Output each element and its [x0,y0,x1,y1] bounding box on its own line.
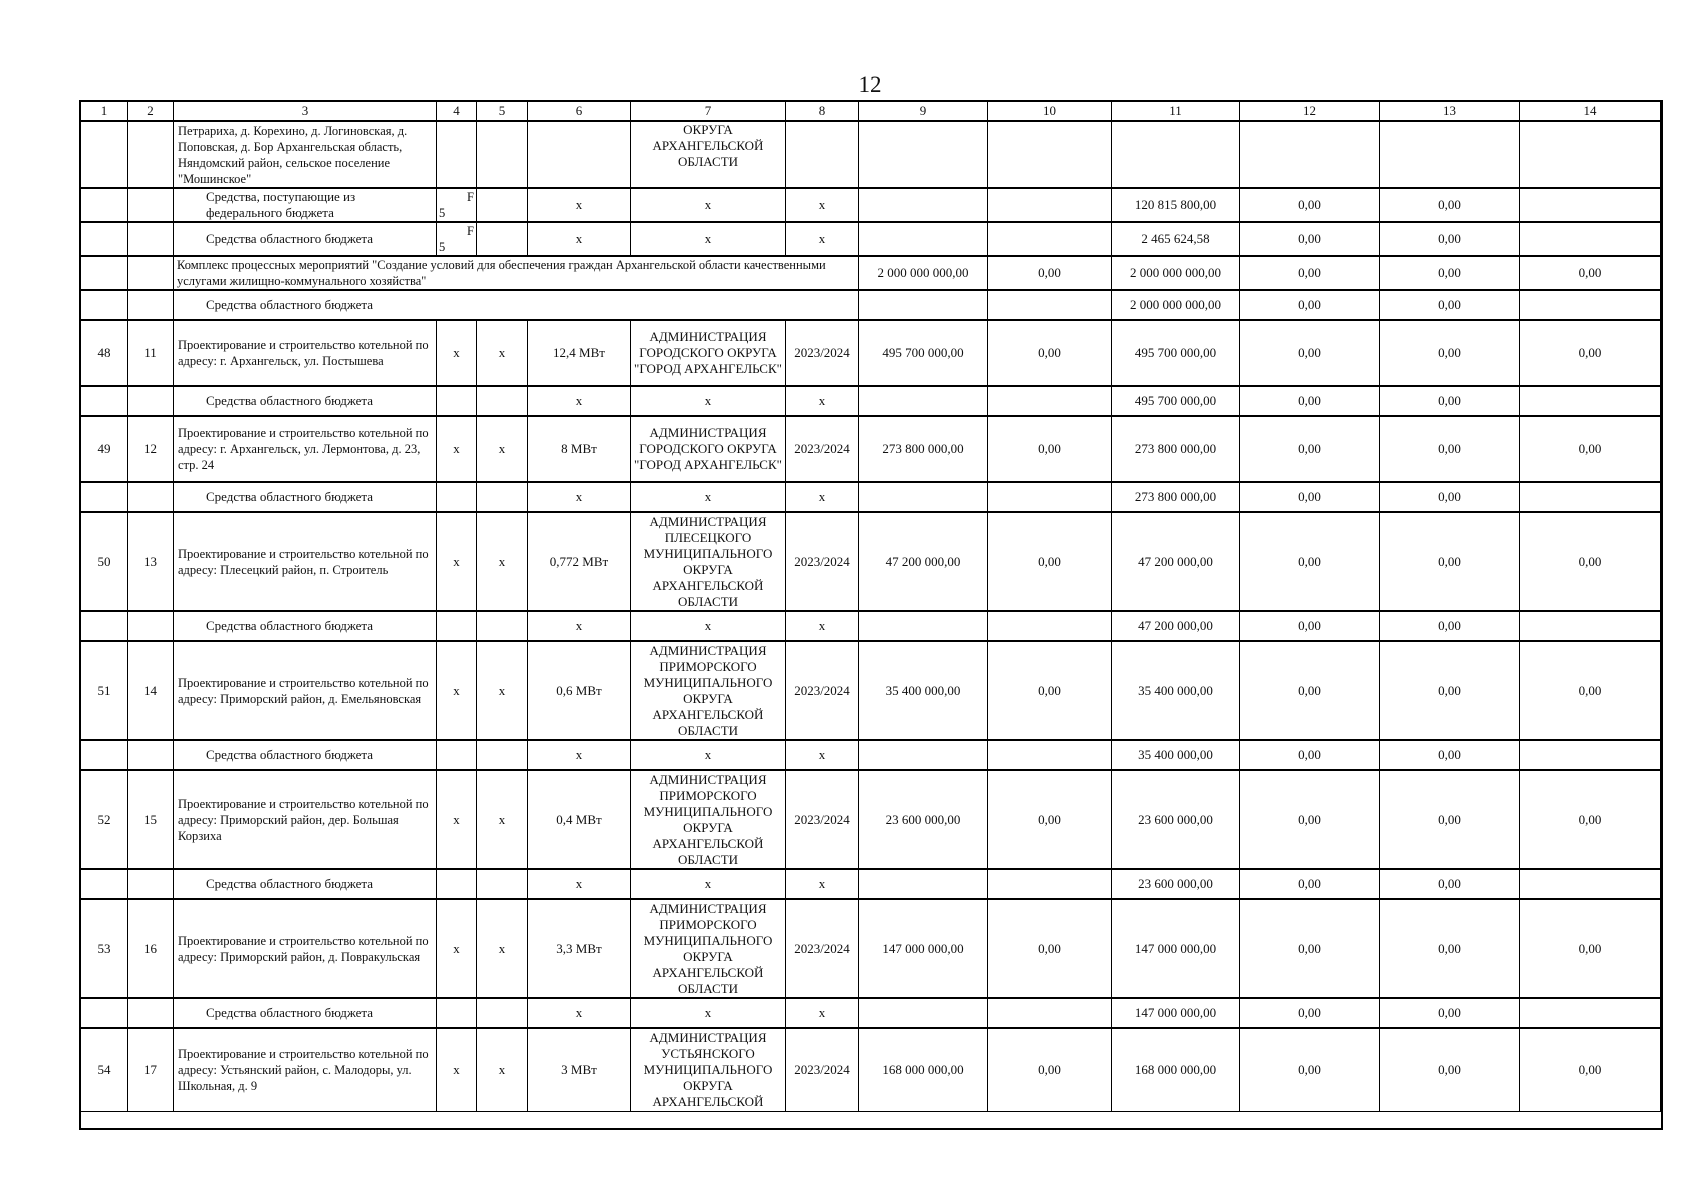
continued-row [81,121,1661,188]
cell: x [631,869,786,899]
amount-cell: 0,00 [1240,290,1380,320]
amount-cell: 0,00 [1380,641,1520,740]
item-number-cell: 17 [128,1028,174,1111]
cell [988,121,1112,188]
cell: x [437,641,477,740]
amount-cell: 0,00 [988,641,1112,740]
cell [859,482,988,512]
funding-source-label: Средства областного бюджета [174,386,437,416]
cell [477,740,528,770]
amount-cell: 2 000 000 000,00 [1112,290,1240,320]
column-header: 6 [528,102,631,122]
cell [859,386,988,416]
amount-cell: 0,00 [1380,188,1520,222]
amount-cell: 168 000 000,00 [1112,1028,1240,1111]
amount-cell: 0,00 [1240,611,1380,641]
cell [528,121,631,188]
item-number-cell: 16 [128,899,174,998]
budget-source-row [81,869,1661,899]
cell [477,482,528,512]
organization-cell: АДМИНИСТРАЦИЯ ПЛЕСЕЦКОГО МУНИЦИПАЛЬНОГО ОКРУГА АРХАНГЕЛЬСКОЙ ОБЛАСТИ [631,512,786,611]
amount-cell: 0,00 [1380,416,1520,482]
amount-cell: 147 000 000,00 [859,899,988,998]
cell: x [477,770,528,869]
budget-source-row [81,482,1661,512]
amount-cell: 147 000 000,00 [1112,899,1240,998]
amount-cell: 0,00 [1380,1028,1520,1111]
column-header: 3 [174,102,437,122]
funding-source-label: Средства областного бюджета [174,869,437,899]
project-row [81,416,1661,482]
cell [81,482,128,512]
row-number-cell: 54 [81,1028,128,1111]
amount-cell: 0,00 [1380,740,1520,770]
cell [81,998,128,1028]
row-number-cell: 52 [81,770,128,869]
cell: x [786,386,859,416]
cell [128,998,174,1028]
cell [1380,121,1520,188]
cell: x [477,512,528,611]
cell [81,611,128,641]
page-number: 12 [858,72,882,97]
cell: x [528,740,631,770]
project-row [81,1028,1661,1111]
cell [1520,482,1661,512]
amount-cell: 0,00 [1520,1028,1661,1111]
cell [81,188,128,222]
period-cell: 2023/2024 [786,416,859,482]
cell [1520,869,1661,899]
project-name-cell: Проектирование и строительство котельной по адресу: Плесецкий район, п. Строитель [174,512,437,611]
cell [859,740,988,770]
cell [437,740,477,770]
cell [477,222,528,256]
regional-budget-row [81,222,1661,256]
cell [477,188,528,222]
budget-source-row [81,998,1661,1028]
amount-cell: 0,00 [1240,512,1380,611]
budget-source-row [81,611,1661,641]
amount-cell: 47 200 000,00 [1112,512,1240,611]
cell: x [631,188,786,222]
complex-budget-row [81,290,1661,320]
funding-source-label: Средства областного бюджета [174,290,859,320]
cell: x [528,869,631,899]
cell [1112,121,1240,188]
amount-cell: 0,00 [1240,320,1380,386]
amount-cell: 0,00 [1520,320,1661,386]
column-header: 9 [859,102,988,122]
organization-cell: АДМИНИСТРАЦИЯ УСТЬЯНСКОГО МУНИЦИПАЛЬНОГО ОКРУГА АРХАНГЕЛЬСКОЙ [631,1028,786,1111]
cell: x [786,998,859,1028]
amount-cell: 0,00 [1380,256,1520,290]
amount-cell: 0,00 [1240,188,1380,222]
cell: x [528,482,631,512]
cell: x [786,482,859,512]
row-number-cell: 53 [81,899,128,998]
row-number-cell: 49 [81,416,128,482]
column-header: 2 [128,102,174,122]
organization-cell: ОКРУГА АРХАНГЕЛЬСКОЙ ОБЛАСТИ [631,121,786,188]
amount-cell: 0,00 [1240,222,1380,256]
cell: x [437,416,477,482]
amount-cell: 0,00 [1240,998,1380,1028]
program-code-number: 5 [439,240,446,254]
organization-cell: АДМИНИСТРАЦИЯ ПРИМОРСКОГО МУНИЦИПАЛЬНОГО ОКРУГА АРХАНГЕЛЬСКОЙ ОБЛАСТИ [631,899,786,998]
cell [988,611,1112,641]
cell: x [528,188,631,222]
cell [477,386,528,416]
cell: x [528,222,631,256]
funding-source-label: Средства, поступающие из федерального бюджета [174,188,437,222]
amount-cell: 0,00 [1240,740,1380,770]
amount-cell: 0,00 [1380,222,1520,256]
project-name-cell: Петрариха, д. Корехино, д. Логиновская, д. Поповская, д. Бор Архангельская область, Няндомский район, сельское поселение "Мошинское" [174,121,437,188]
cell [128,611,174,641]
amount-cell: 0,00 [1380,386,1520,416]
funding-source-label: Средства областного бюджета [174,740,437,770]
amount-cell: 0,00 [1240,641,1380,740]
cell [859,121,988,188]
period-cell: 2023/2024 [786,899,859,998]
period-cell: 2023/2024 [786,1028,859,1111]
amount-cell: 168 000 000,00 [859,1028,988,1111]
amount-cell: 23 600 000,00 [1112,770,1240,869]
cell: x [631,482,786,512]
amount-cell: 2 000 000 000,00 [1112,256,1240,290]
cell: x [631,740,786,770]
project-name-cell: Проектирование и строительство котельной по адресу: Приморский район, д. Емельяновская [174,641,437,740]
project-name-cell: Проектирование и строительство котельной по адресу: г. Архангельск, ул. Постышева [174,320,437,386]
project-name-cell: Проектирование и строительство котельной по адресу: г. Архангельск, ул. Лермонтова, д. 23, стр. 24 [174,416,437,482]
power-cell: 0,6 МВт [528,641,631,740]
project-row [81,899,1661,998]
power-cell: 0,772 МВт [528,512,631,611]
cell [437,482,477,512]
cell [81,386,128,416]
cell [1520,222,1661,256]
cell [81,290,128,320]
period-cell: 2023/2024 [786,641,859,740]
amount-cell: 0,00 [988,1028,1112,1111]
data-table [80,101,1661,1112]
cell [1240,121,1380,188]
amount-cell: 495 700 000,00 [859,320,988,386]
column-header: 11 [1112,102,1240,122]
amount-cell: 0,00 [1380,998,1520,1028]
amount-cell: 0,00 [1380,899,1520,998]
amount-cell: 0,00 [1380,770,1520,869]
cell: x [437,899,477,998]
amount-cell: 0,00 [988,899,1112,998]
row-number-cell: 50 [81,512,128,611]
cell: x [477,641,528,740]
cell [128,482,174,512]
project-row [81,320,1661,386]
amount-cell: 2 000 000 000,00 [859,256,988,290]
amount-cell: 0,00 [988,416,1112,482]
row-number-cell: 51 [81,641,128,740]
period-cell: 2023/2024 [786,770,859,869]
budget-source-row [81,740,1661,770]
cell: x [528,998,631,1028]
amount-cell: 0,00 [988,320,1112,386]
cell [1520,740,1661,770]
project-row [81,770,1661,869]
cell [128,256,174,290]
amount-cell: 0,00 [1380,320,1520,386]
cell: x [631,386,786,416]
project-name-cell: Проектирование и строительство котельной по адресу: Приморский район, д. Повракульская [174,899,437,998]
amount-cell: 0,00 [1520,512,1661,611]
item-number-cell: 13 [128,512,174,611]
item-number-cell: 12 [128,416,174,482]
column-header: 4 [437,102,477,122]
column-header: 1 [81,102,128,122]
cell [477,998,528,1028]
cell [1520,290,1661,320]
amount-cell: 0,00 [988,256,1112,290]
cell [988,290,1112,320]
complex-activities-label: Комплекс процессных мероприятий "Создание условий для обеспечения граждан Архангельской области качественными услугами жилищно-коммунального хозяйства" [174,256,859,290]
cell [81,869,128,899]
amount-cell: 0,00 [1240,482,1380,512]
cell [128,386,174,416]
cell: x [631,998,786,1028]
cell: x [786,869,859,899]
cell: x [631,222,786,256]
amount-cell: 0,00 [1380,482,1520,512]
amount-cell: 0,00 [1240,770,1380,869]
amount-cell: 0,00 [1520,770,1661,869]
cell: x [437,770,477,869]
program-code-letter: F [467,224,474,238]
cell [786,121,859,188]
cell [128,121,174,188]
cell [437,869,477,899]
cell [859,869,988,899]
project-row [81,512,1661,611]
organization-cell: АДМИНИСТРАЦИЯ ГОРОДСКОГО ОКРУГА "ГОРОД АРХАНГЕЛЬСК" [631,416,786,482]
cell [988,222,1112,256]
cell [128,869,174,899]
cell [128,290,174,320]
amount-cell: 273 800 000,00 [1112,416,1240,482]
power-cell: 3,3 МВт [528,899,631,998]
funding-source-label: Средства областного бюджета [174,482,437,512]
amount-cell: 35 400 000,00 [1112,641,1240,740]
cell [477,121,528,188]
cell [1520,998,1661,1028]
organization-cell: АДМИНИСТРАЦИЯ ПРИМОРСКОГО МУНИЦИПАЛЬНОГО ОКРУГА АРХАНГЕЛЬСКОЙ ОБЛАСТИ [631,770,786,869]
cell: x [437,512,477,611]
cell [988,998,1112,1028]
amount-cell: 0,00 [1240,869,1380,899]
amount-cell: 147 000 000,00 [1112,998,1240,1028]
cell [128,188,174,222]
federal-budget-row [81,188,1661,222]
cell [1520,611,1661,641]
cell [81,740,128,770]
cell [988,869,1112,899]
cell: x [786,188,859,222]
cell [859,998,988,1028]
cell: x [528,386,631,416]
row-number-cell: 48 [81,320,128,386]
amount-cell: 0,00 [1240,386,1380,416]
cell [988,386,1112,416]
power-cell: 0,4 МВт [528,770,631,869]
amount-cell: 0,00 [1520,899,1661,998]
item-number-cell: 14 [128,641,174,740]
cell [437,121,477,188]
cell [859,290,988,320]
amount-cell: 35 400 000,00 [1112,740,1240,770]
cell: x [477,1028,528,1111]
program-code-cell [437,188,477,222]
power-cell: 8 МВт [528,416,631,482]
amount-cell: 0,00 [1520,416,1661,482]
amount-cell: 0,00 [1380,512,1520,611]
cell [1520,121,1661,188]
cell [477,869,528,899]
cell: x [477,320,528,386]
cell: x [631,611,786,641]
cell [128,740,174,770]
amount-cell: 47 200 000,00 [1112,611,1240,641]
organization-cell: АДМИНИСТРАЦИЯ ПРИМОРСКОГО МУНИЦИПАЛЬНОГО ОКРУГА АРХАНГЕЛЬСКОЙ ОБЛАСТИ [631,641,786,740]
cell [437,998,477,1028]
program-code-cell [437,222,477,256]
amount-cell: 35 400 000,00 [859,641,988,740]
amount-cell: 0,00 [988,512,1112,611]
amount-cell: 0,00 [1240,1028,1380,1111]
project-name-cell: Проектирование и строительство котельной по адресу: Приморский район, дер. Большая Корзиха [174,770,437,869]
amount-cell: 2 465 624,58 [1112,222,1240,256]
column-header: 12 [1240,102,1380,122]
cell [859,188,988,222]
column-header: 10 [988,102,1112,122]
cell [437,611,477,641]
project-name-cell: Проектирование и строительство котельной по адресу: Устьянский район, с. Малодоры, ул. Школьная, д. 9 [174,1028,437,1111]
cell [859,611,988,641]
amount-cell: 0,00 [988,770,1112,869]
cell [477,611,528,641]
cell [859,222,988,256]
period-cell: 2023/2024 [786,320,859,386]
amount-cell: 23 600 000,00 [859,770,988,869]
amount-cell: 120 815 800,00 [1112,188,1240,222]
amount-cell: 0,00 [1380,869,1520,899]
cell [988,740,1112,770]
column-header: 8 [786,102,859,122]
amount-cell: 0,00 [1520,256,1661,290]
period-cell: 2023/2024 [786,512,859,611]
cell: x [477,416,528,482]
amount-cell: 273 800 000,00 [1112,482,1240,512]
item-number-cell: 11 [128,320,174,386]
organization-cell: АДМИНИСТРАЦИЯ ГОРОДСКОГО ОКРУГА "ГОРОД АРХАНГЕЛЬСК" [631,320,786,386]
program-code-letter: F [467,190,474,204]
cell: x [786,740,859,770]
cell [988,482,1112,512]
funding-source-label: Средства областного бюджета [174,998,437,1028]
column-header: 5 [477,102,528,122]
amount-cell: 495 700 000,00 [1112,320,1240,386]
column-header: 7 [631,102,786,122]
amount-cell: 47 200 000,00 [859,512,988,611]
cell: x [786,222,859,256]
amount-cell: 0,00 [1380,611,1520,641]
item-number-cell: 15 [128,770,174,869]
funding-source-label: Средства областного бюджета [174,222,437,256]
cell [81,222,128,256]
program-code-number: 5 [439,206,446,220]
cell [437,386,477,416]
column-header: 14 [1520,102,1661,122]
project-row [81,641,1661,740]
power-cell: 3 МВт [528,1028,631,1111]
amount-cell: 23 600 000,00 [1112,869,1240,899]
cell [128,222,174,256]
cell: x [437,1028,477,1111]
amount-cell: 0,00 [1240,899,1380,998]
cell: x [786,611,859,641]
amount-cell: 0,00 [1380,290,1520,320]
column-header: 13 [1380,102,1520,122]
cell [1520,188,1661,222]
cell [81,256,128,290]
cell: x [528,611,631,641]
complex-activities-row [81,256,1661,290]
cell [1520,386,1661,416]
cell [81,121,128,188]
cell: x [437,320,477,386]
amount-cell: 0,00 [1240,256,1380,290]
budget-source-row [81,386,1661,416]
funding-source-label: Средства областного бюджета [174,611,437,641]
header-row [81,102,1661,122]
amount-cell: 0,00 [1240,416,1380,482]
cell: x [477,899,528,998]
power-cell: 12,4 МВт [528,320,631,386]
amount-cell: 495 700 000,00 [1112,386,1240,416]
amount-cell: 273 800 000,00 [859,416,988,482]
amount-cell: 0,00 [1520,641,1661,740]
cell [988,188,1112,222]
